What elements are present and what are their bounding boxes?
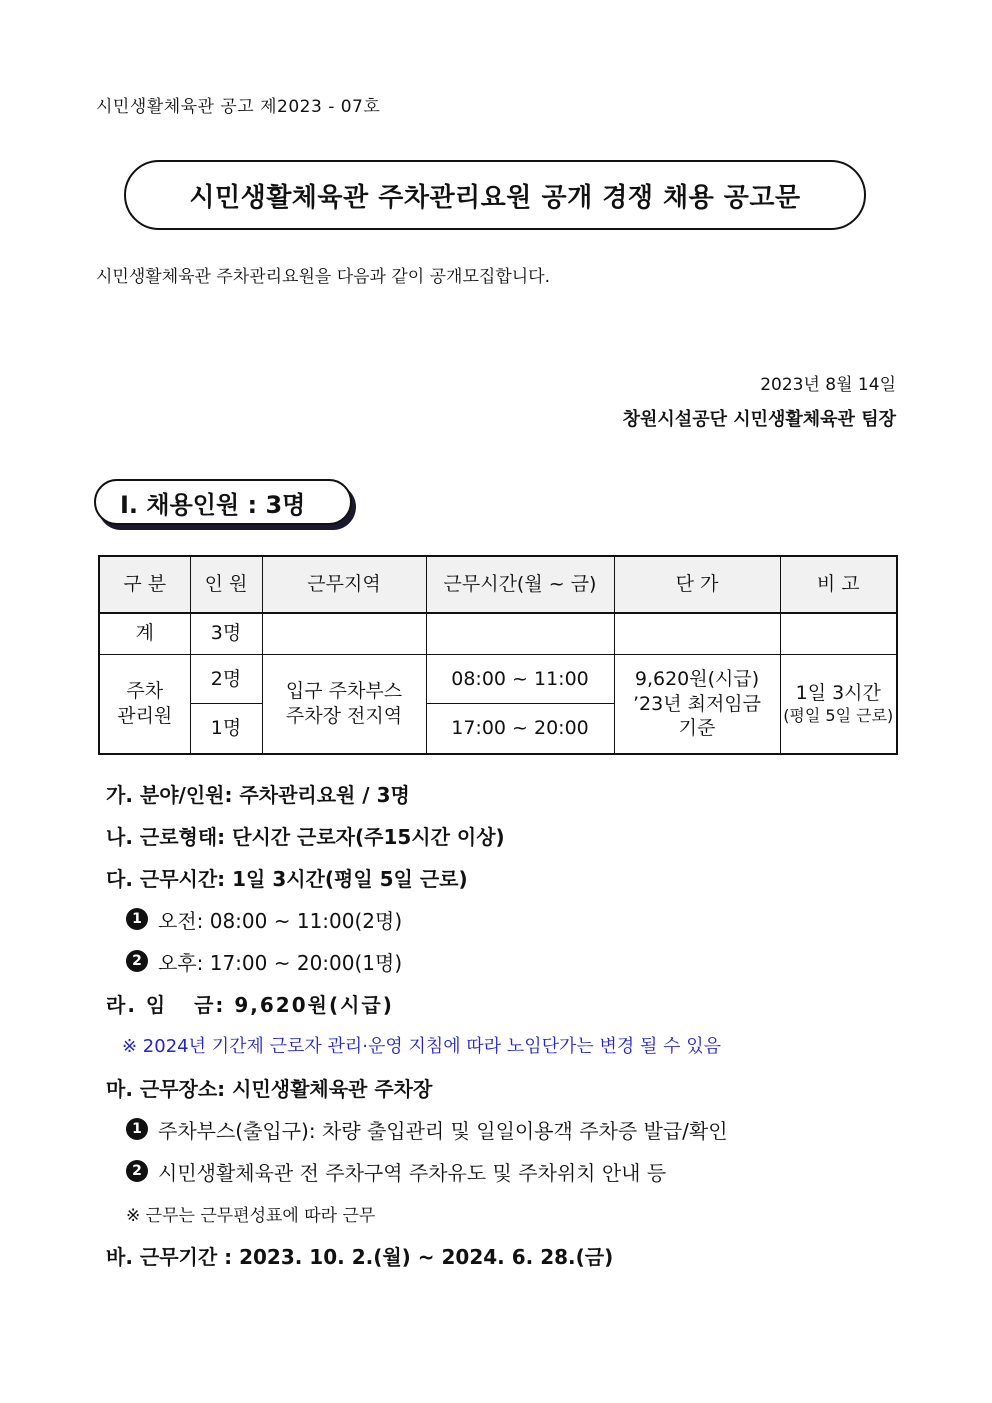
detail-wage-note: ※ 2024년 기간제 근로자 관리·운영 지침에 따라 노임단가는 변경 될 수 있음 bbox=[122, 1036, 722, 1057]
detail-place-note: ※ 근무는 근무편성표에 따라 근무 bbox=[126, 1205, 376, 1226]
empty-cell bbox=[426, 613, 614, 655]
details-list bbox=[106, 772, 896, 1276]
col-header-area: 근무지역 bbox=[262, 556, 426, 613]
section-heading: Ⅰ. 채용인원 : 3명 bbox=[94, 479, 352, 525]
detail-place-item2: 시민생활체육관 전 주차구역 주차유도 및 주차위치 안내 등 bbox=[158, 1160, 667, 1185]
bullet-one-icon: 1 bbox=[126, 908, 148, 930]
detail-field: 가. 분야/인원: 주차관리요원 / 3명 bbox=[106, 782, 410, 807]
notice-number: 시민생활체육관 공고 제2023 - 07호 bbox=[96, 97, 381, 117]
area-line2: 주차장 전지역 bbox=[285, 704, 403, 727]
detail-type: 나. 근로형태: 단시간 근로자(주15시간 이상) bbox=[106, 824, 505, 849]
col-header-hours: 근무시간(월 ~ 금) bbox=[426, 556, 614, 613]
table-header-row bbox=[99, 556, 897, 613]
total-count: 3명 bbox=[190, 613, 262, 655]
notice-date: 2023년 8월 14일 bbox=[760, 375, 896, 395]
detail-place-item1: 주차부스(출입구): 차량 출입관리 및 일일이용객 주차증 발급/확인 bbox=[158, 1118, 728, 1143]
empty-cell bbox=[262, 613, 426, 655]
detail-place: 마. 근무장소: 시민생활체육관 주차장 bbox=[106, 1076, 433, 1101]
total-label: 계 bbox=[99, 613, 190, 655]
title-box bbox=[124, 160, 866, 230]
price-line1: 9,620원(시급) bbox=[634, 667, 760, 690]
table-row-total bbox=[99, 613, 897, 655]
area-line1: 입구 주차부스 bbox=[285, 680, 403, 703]
price-line2: ’23년 최저임금 bbox=[632, 692, 762, 715]
area-cell bbox=[262, 654, 426, 754]
page-title: 시민생활체육관 주차관리요원 공개 경쟁 채용 공고문 bbox=[189, 182, 801, 213]
table-row-job bbox=[99, 654, 897, 704]
detail-hours-evening-row bbox=[106, 940, 896, 982]
detail-hours-evening: 오후: 17:00 ~ 20:00(1명) bbox=[158, 950, 403, 975]
bullet-two-icon: 2 bbox=[126, 1160, 148, 1182]
issuer-org: 창원시설공단 시민생활체육관 팀장 bbox=[622, 409, 896, 430]
count-morning: 2명 bbox=[190, 654, 262, 704]
price-cell bbox=[614, 654, 780, 754]
col-header-category: 구 분 bbox=[99, 556, 190, 613]
col-header-count: 인 원 bbox=[190, 556, 262, 613]
job-label-line1: 주차 bbox=[126, 680, 164, 703]
detail-hours: 다. 근무시간: 1일 3시간(평일 5일 근로) bbox=[106, 866, 468, 891]
job-label-line2: 관리원 bbox=[117, 704, 173, 727]
section-heading-box bbox=[94, 479, 358, 531]
bullet-two-icon: 2 bbox=[126, 950, 148, 972]
price-line3: 기준 bbox=[678, 717, 716, 740]
detail-hours-morning: 오전: 08:00 ~ 11:00(2명) bbox=[158, 908, 403, 933]
detail-place-item1-row bbox=[106, 1108, 896, 1150]
bullet-one-icon: 1 bbox=[126, 1118, 148, 1140]
detail-period: 바. 근무기간 : 2023. 10. 2.(월) ~ 2024. 6. 28.(금) bbox=[106, 1244, 614, 1269]
empty-cell bbox=[614, 613, 780, 655]
recruitment-table bbox=[98, 555, 898, 755]
note-line1: 1일 3시간 bbox=[795, 682, 881, 705]
intro-text: 시민생활체육관 주차관리요원을 다음과 같이 공개모집합니다. bbox=[96, 267, 550, 287]
col-header-price: 단 가 bbox=[614, 556, 780, 613]
detail-place-item2-row bbox=[106, 1150, 896, 1192]
detail-hours-morning-row bbox=[106, 898, 896, 940]
time-evening: 17:00 ~ 20:00 bbox=[426, 704, 614, 754]
empty-cell bbox=[780, 613, 897, 655]
time-morning: 08:00 ~ 11:00 bbox=[426, 654, 614, 704]
detail-wage: 라. 임 금: 9,620원(시급) bbox=[106, 992, 394, 1017]
count-evening: 1명 bbox=[190, 704, 262, 754]
col-header-note: 비 고 bbox=[780, 556, 897, 613]
job-label-cell bbox=[99, 654, 190, 754]
note-line2: (평일 5일 근로) bbox=[783, 705, 894, 725]
note-cell bbox=[780, 654, 897, 754]
